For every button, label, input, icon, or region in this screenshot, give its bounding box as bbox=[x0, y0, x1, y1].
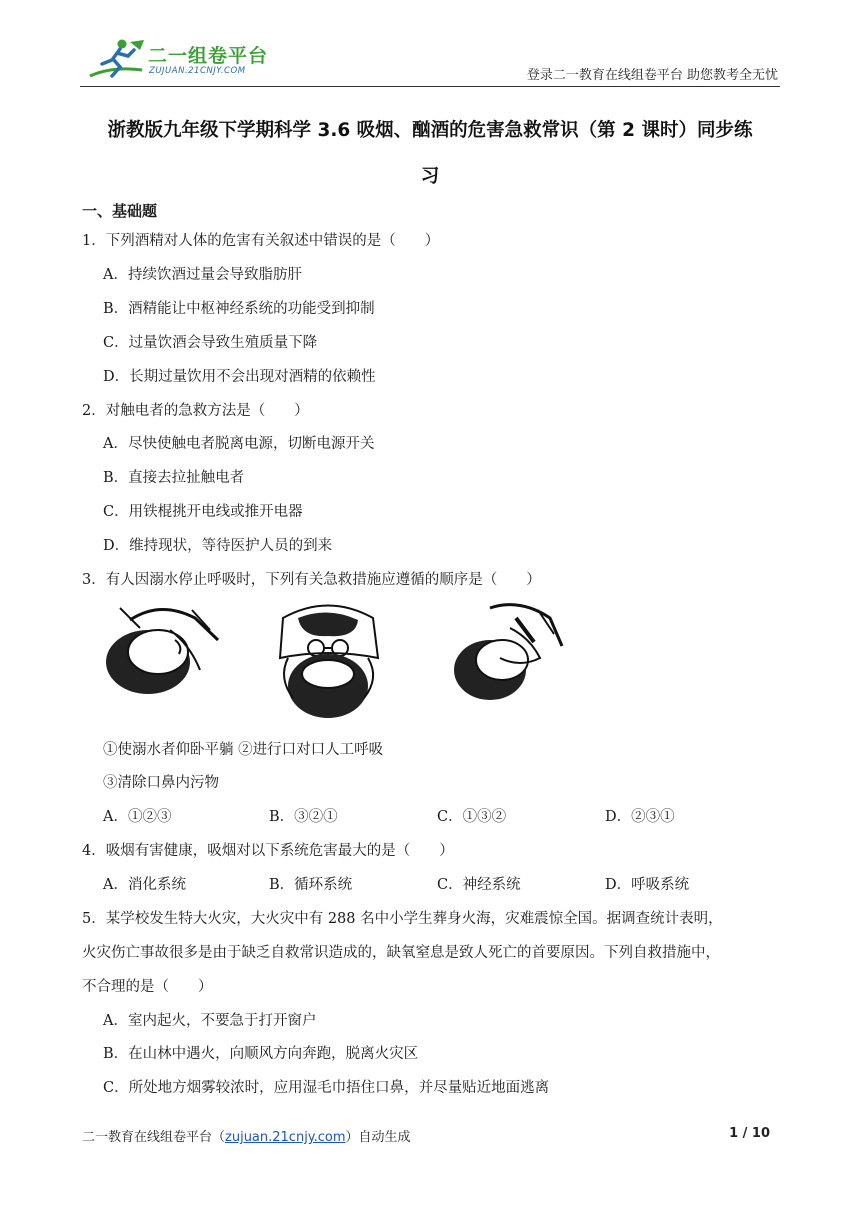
footer-source bbox=[82, 1126, 411, 1145]
question-4-stem: 4．吸烟有害健康，吸烟对以下系统危害最大的是（ ） bbox=[82, 843, 454, 859]
question-3-note-2: ③清除口鼻内污物 bbox=[103, 775, 219, 791]
question-2-option-a: A．尽快使触电者脱离电源，切断电源开关 bbox=[103, 436, 375, 452]
question-2-option-c: C．用铁棍挑开电线或推开电器 bbox=[103, 504, 303, 520]
runner-logo-icon bbox=[82, 36, 152, 82]
footer-site-link[interactable]: zujuan.21cnjy.com bbox=[225, 1130, 346, 1145]
question-4-option-a: A．消化系统 bbox=[103, 877, 186, 893]
document-title-line-2: 习 bbox=[420, 166, 440, 187]
rescue-step-figure-2 bbox=[268, 598, 388, 723]
question-1-option-c: C．过量饮酒会导致生殖质量下降 bbox=[103, 335, 318, 351]
question-3-option-d: D．②③① bbox=[605, 809, 675, 825]
question-5-option-b: B．在山林中遇火，向顺风方向奔跑，脱离火灾区 bbox=[103, 1046, 419, 1062]
question-5-stem-line-1: 5．某学校发生特大火灾，大火灾中有 288 名中小学生葬身火海，灾难震惊全国。据调查统计表明， bbox=[82, 911, 723, 927]
question-4-option-b: B．循环系统 bbox=[269, 877, 353, 893]
question-3-stem: 3．有人因溺水停止呼吸时，下列有关急救措施应遵循的顺序是（ ） bbox=[82, 572, 541, 588]
question-3-option-c: C．①③② bbox=[437, 809, 507, 825]
question-2-stem: 2．对触电者的急救方法是（ ） bbox=[82, 403, 309, 419]
question-5-option-c: C．所处地方烟雾较浓时，应用湿毛巾捂住口鼻，并尽量贴近地面逃离 bbox=[103, 1080, 550, 1096]
question-5-stem-line-2: 火灾伤亡事故很多是由于缺乏自救常识造成的，缺氧窒息是致人死亡的首要原因。下列自救措施中， bbox=[82, 945, 720, 961]
section-heading: 一、基础题 bbox=[82, 202, 158, 220]
rescue-step-figure-3 bbox=[450, 598, 568, 708]
page-number: 1 / 10 bbox=[729, 1126, 770, 1141]
question-2-option-b: B．直接去拉扯触电者 bbox=[103, 470, 245, 486]
footer-suffix: ）自动生成 bbox=[345, 1130, 411, 1145]
question-4-option-d: D．呼吸系统 bbox=[605, 877, 690, 893]
question-5-stem-line-3: 不合理的是（ ） bbox=[82, 979, 213, 995]
question-4-option-c: C．神经系统 bbox=[437, 877, 521, 893]
footer-prefix: 二一教育在线组卷平台（ bbox=[82, 1130, 226, 1145]
question-2-option-d: D．维持现状，等待医护人员的到来 bbox=[103, 538, 333, 554]
logo-text: 二一组卷平台 bbox=[148, 45, 269, 67]
question-5-option-a: A．室内起火，不要急于打开窗户 bbox=[103, 1013, 317, 1029]
question-1-stem: 1．下列酒精对人体的危害有关叙述中错误的是（ ） bbox=[82, 233, 440, 249]
question-1-option-a: A．持续饮酒过量会导致脂肪肝 bbox=[103, 267, 302, 283]
question-3-option-a: A．①②③ bbox=[103, 809, 172, 825]
document-title-line-1: 浙教版九年级下学期科学 3.6 吸烟、酗酒的危害急救常识（第 2 课时）同步练 bbox=[107, 120, 753, 141]
header-slogan: 登录二一教育在线组卷平台 助您教考全无忧 bbox=[526, 68, 778, 83]
question-3-note-1: ①使溺水者仰卧平躺 ②进行口对口人工呼吸 bbox=[103, 742, 384, 758]
rescue-step-figure-1 bbox=[100, 600, 225, 700]
logo-subtitle: ZUJUAN.21CNJY.COM bbox=[149, 66, 246, 76]
question-1-option-d: D．长期过量饮用不会出现对酒精的依赖性 bbox=[103, 369, 376, 385]
question-1-option-b: B．酒精能让中枢神经系统的功能受到抑制 bbox=[103, 301, 375, 317]
header-divider bbox=[80, 86, 780, 87]
question-3-option-b: B．③②① bbox=[269, 809, 338, 825]
